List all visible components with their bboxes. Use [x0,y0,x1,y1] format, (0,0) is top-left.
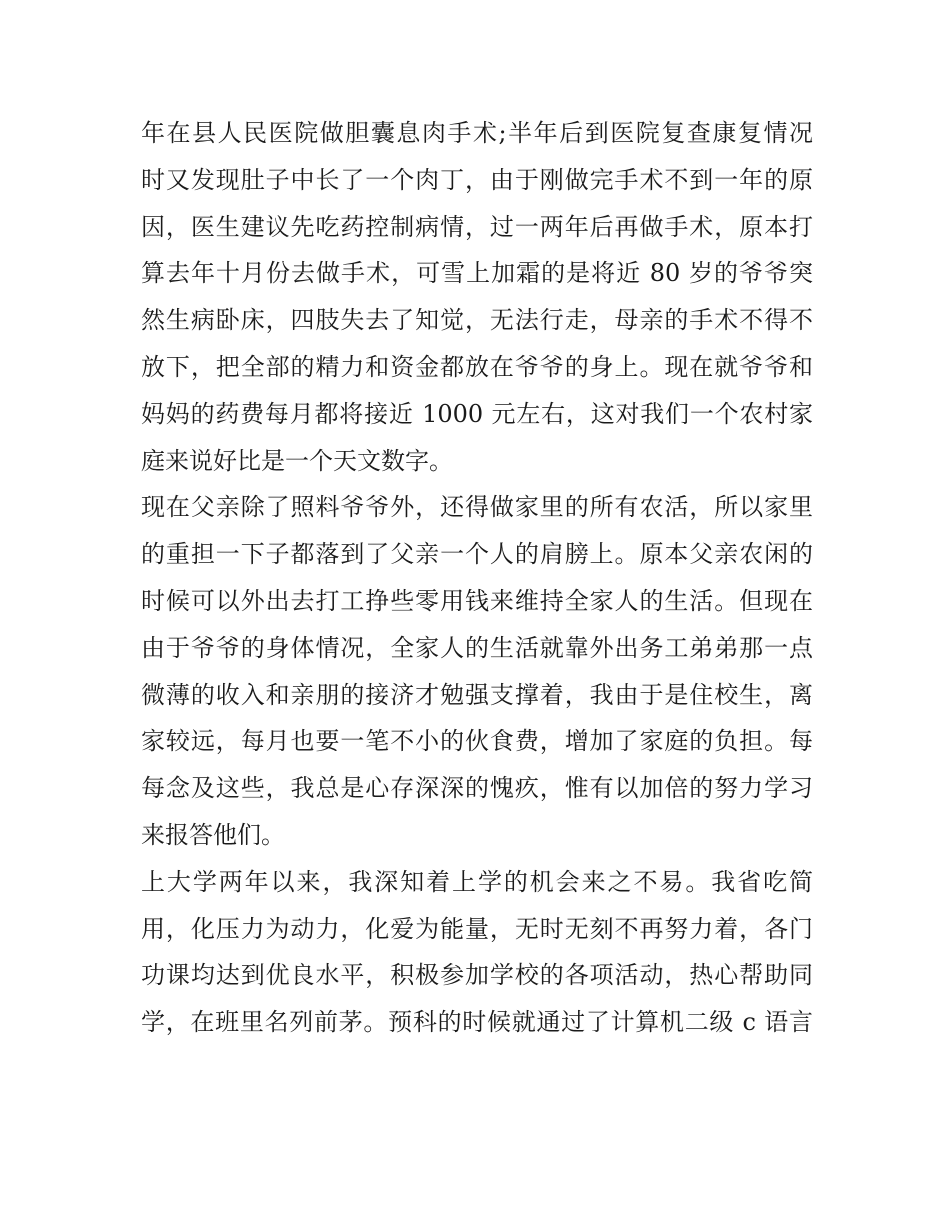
text-line: 每念及这些，我总是心存深深的愧疚，惟有以加倍的努力学习 [141,774,813,803]
text-line: 妈妈的药费每月都将接近 1000 元左右，这对我们一个农村家 [141,399,813,428]
text-line: 上大学两年以来，我深知着上学的机会来之不易。我省吃简 [141,867,813,896]
text-line: 来报答他们。 [141,820,285,849]
paragraph-2 [141,484,813,858]
text-line: 现在父亲除了照料爷爷外，还得做家里的所有农活，所以家里 [141,493,813,522]
text-line: 因，医生建议先吃药控制病情，过一两年后再做手术，原本打 [141,212,813,241]
text-line: 庭来说好比是一个天文数字。 [141,446,453,475]
text-line: 学，在班里名列前茅。预科的时候就通过了计算机二级 c 语言 [141,1008,813,1037]
text-line: 用，化压力为动力，化爱为能量，无时无刻不再努力着，各门 [141,914,813,943]
text-line: 年在县人民医院做胆囊息肉手术;半年后到医院复查康复情况 [141,119,813,147]
text-line: 微薄的收入和亲朋的接济才勉强支撑着，我由于是住校生，离 [141,680,813,709]
text-line: 然生病卧床，四肢失去了知觉，无法行走，母亲的手术不得不 [141,306,813,335]
text-line: 的重担一下子都落到了父亲一个人的肩膀上。原本父亲农闲的 [141,540,813,569]
text-line: 家较远，每月也要一笔不小的伙食费，增加了家庭的负担。每 [141,727,813,756]
text-line: 由于爷爷的身体情况，全家人的生活就靠外出务工弟弟那一点 [141,633,813,662]
text-line: 功课均达到优良水平，积极参加学校的各项活动，热心帮助同 [141,961,813,990]
text-line: 算去年十月份去做手术，可雪上加霜的是将近 80 岁的爷爷突 [141,259,813,288]
paragraph-3 [141,859,813,1046]
body-text [141,110,813,1046]
paragraph-1 [141,110,813,484]
text-line: 时候可以外出去打工挣些零用钱来维持全家人的生活。但现在 [141,586,813,615]
text-line: 放下，把全部的精力和资金都放在爷爷的身上。现在就爷爷和 [141,352,813,381]
text-line: 时又发现肚子中长了一个肉丁，由于刚做完手术不到一年的原 [141,165,813,194]
